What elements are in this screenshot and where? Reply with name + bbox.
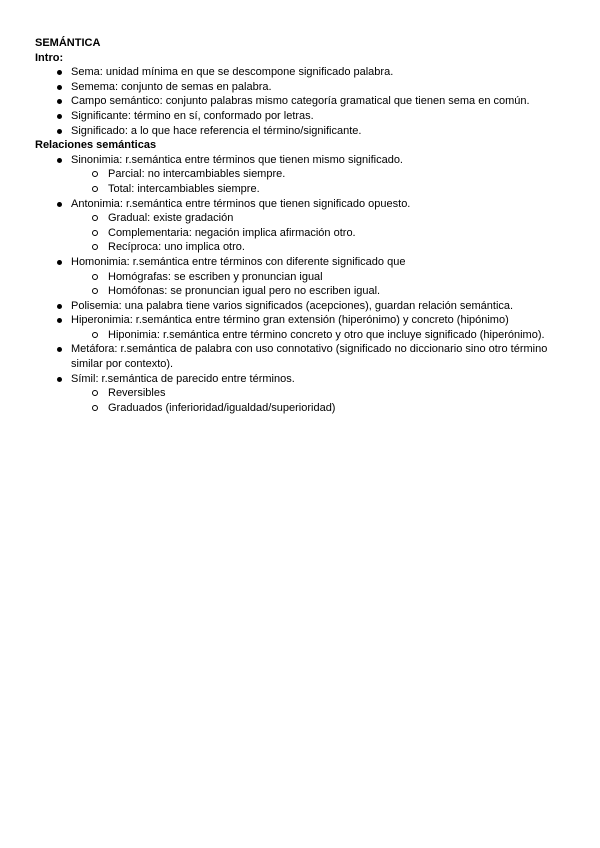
relacion-item-hiperonimia [35,313,565,342]
sub-list [71,270,565,299]
sub-item-parcial: Parcial: no intercambiables siempre. [71,167,565,182]
sub-item-reciproca: Recíproca: uno implica otro. [71,240,565,255]
sub-list [71,167,565,196]
relaciones-list [35,153,565,416]
relacion-item-metafora [35,342,565,371]
relacion-text: Antonimia: r.semántica entre términos que tienen significado opuesto. [71,197,411,210]
relacion-text: Sinonimia: r.semántica entre términos que tienen mismo significado. [71,153,403,166]
sub-item-total: Total: intercambiables siempre. [71,182,565,197]
relacion-item-antonimia [35,197,565,255]
relacion-text: Homonimia: r.semántica entre términos con diferente significado que [71,255,406,268]
intro-item-significante: Significante: término en sí, conformado por letras. [35,109,565,124]
relacion-text: Polisemia: una palabra tiene varios significados (acepciones), guardan relación semántica. [71,299,514,312]
document-title: SEMÁNTICA [35,37,101,49]
sub-item-homofonas: Homófonas: se pronuncian igual pero no escriben igual. [71,284,565,299]
sub-item-hiponimia: Hiponimia: r.semántica entre término concreto y otro que incluye significado (hiperónimo). [71,328,565,343]
sub-item-complementaria: Complementaria: negación implica afirmación otro. [71,226,565,241]
relacion-item-polisemia [35,299,565,314]
sub-item-homografas: Homógrafas: se escriben y pronuncian igual [71,270,565,285]
relacion-text: Símil: r.semántica de parecido entre términos. [71,372,295,385]
relacion-item-homonimia [35,255,565,299]
relacion-text: Metáfora: r.semántica de palabra con uso connotativo (significado no diccionario sino otro término similar por contexto). [71,343,548,371]
sub-list [71,386,565,415]
relacion-text: Hiperonimia: r.semántica entre término gran extensión (hiperónimo) y concreto (hipónimo) [71,314,509,327]
intro-item-significado: Significado: a lo que hace referencia el término/significante. [35,124,565,139]
intro-list [35,65,565,138]
relacion-item-simil [35,372,565,416]
sub-list [71,328,565,343]
relacion-item-sinonimia [35,153,565,197]
sub-item-reversibles: Reversibles [71,386,565,401]
intro-item-campo-semantico: Campo semántico: conjunto palabras mismo categoría gramatical que tienen sema en común. [35,94,565,109]
sub-list [71,211,565,255]
intro-item-sema: Sema: unidad mínima en que se descompone significado palabra. [35,65,565,80]
intro-heading: Intro: [35,51,64,64]
document-page [35,36,565,415]
sub-item-graduados: Graduados (inferioridad/igualdad/superioridad) [71,401,565,416]
sub-item-gradual: Gradual: existe gradación [71,211,565,226]
intro-item-semema: Semema: conjunto de semas en palabra. [35,80,565,95]
relaciones-heading: Relaciones semánticas [35,139,157,152]
